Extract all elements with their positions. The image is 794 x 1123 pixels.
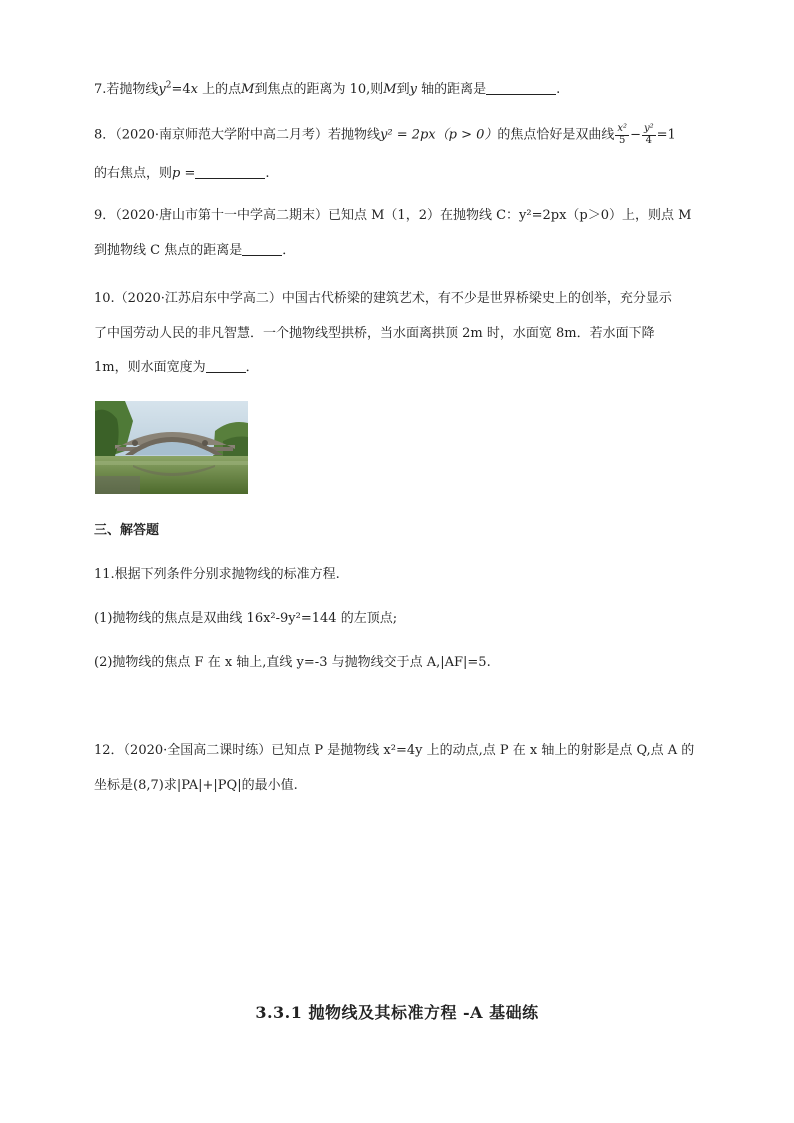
answer-blank <box>195 166 265 179</box>
question-9-line-1: 9．（2020·唐山市第十一中学高二期末）已知点 M（1，2）在抛物线 C：y²=2px（p＞0）上，则点 M <box>94 208 692 223</box>
question-9-line-2: 到抛物线 C 焦点的距离是 ． <box>94 243 296 258</box>
question-7: 7.若抛物线$y^2=4x$ 上的点M到焦点的距离为 10,则M到y 轴的距离是 . <box>94 80 561 97</box>
answer-blank <box>206 360 246 373</box>
question-11-part-2: (2)抛物线的焦点 F 在 x 轴上,直线 y=-3 与抛物线交于点 A,|AF|=5. <box>94 655 491 670</box>
question-11-stem: 11.根据下列条件分别求抛物线的标准方程. <box>94 567 340 582</box>
question-11-part-1: (1)抛物线的焦点是双曲线 16x²-9y²=144 的左顶点; <box>94 611 398 626</box>
question-12-line-1: 12．（2020·全国高二课时练）已知点 P 是抛物线 x²=4y 上的动点,点 P 在 x 轴上的射影是点 Q,点 A 的 <box>94 743 695 758</box>
fraction-y2-over-4: $\frac{\text{y²}}{4}$ <box>643 123 654 146</box>
page-title: 3.3.1 抛物线及其标准方程 -A 基础练 <box>255 1003 539 1022</box>
answer-blank <box>242 243 282 256</box>
fraction-x2-over-5: $\frac{\text{x²}}{5}$ <box>617 123 628 146</box>
question-8-line-1: 8．（2020·南京师范大学附中高二月考）若抛物线y² = 2px（p > 0）的焦点恰好是双曲线 $\frac{\text{x²}}{5}$ − $\frac{\text{y²}}{4}$ =1 <box>94 123 676 146</box>
question-10-line-3: 1m，则水面宽度为 ． <box>94 360 259 375</box>
section-title: 三、解答题 <box>94 523 160 538</box>
answer-blank <box>486 82 556 95</box>
question-10-line-2: 了中国劳动人民的非凡智慧．一个抛物线型拱桥，当水面离拱顶 2m 时，水面宽 8m．若水面下降 <box>94 326 655 341</box>
question-12-line-2: 坐标是(8,7)求|PA|+|PQ|的最小值. <box>94 778 298 793</box>
question-10-line-1: 10.（2020·江苏启东中学高二）中国古代桥梁的建筑艺术，有不少是世界桥梁史上的创举，充分显示 <box>94 291 672 306</box>
arch-bridge-photo <box>95 401 248 494</box>
question-8-line-2: 的右焦点，则p = . <box>94 166 270 181</box>
